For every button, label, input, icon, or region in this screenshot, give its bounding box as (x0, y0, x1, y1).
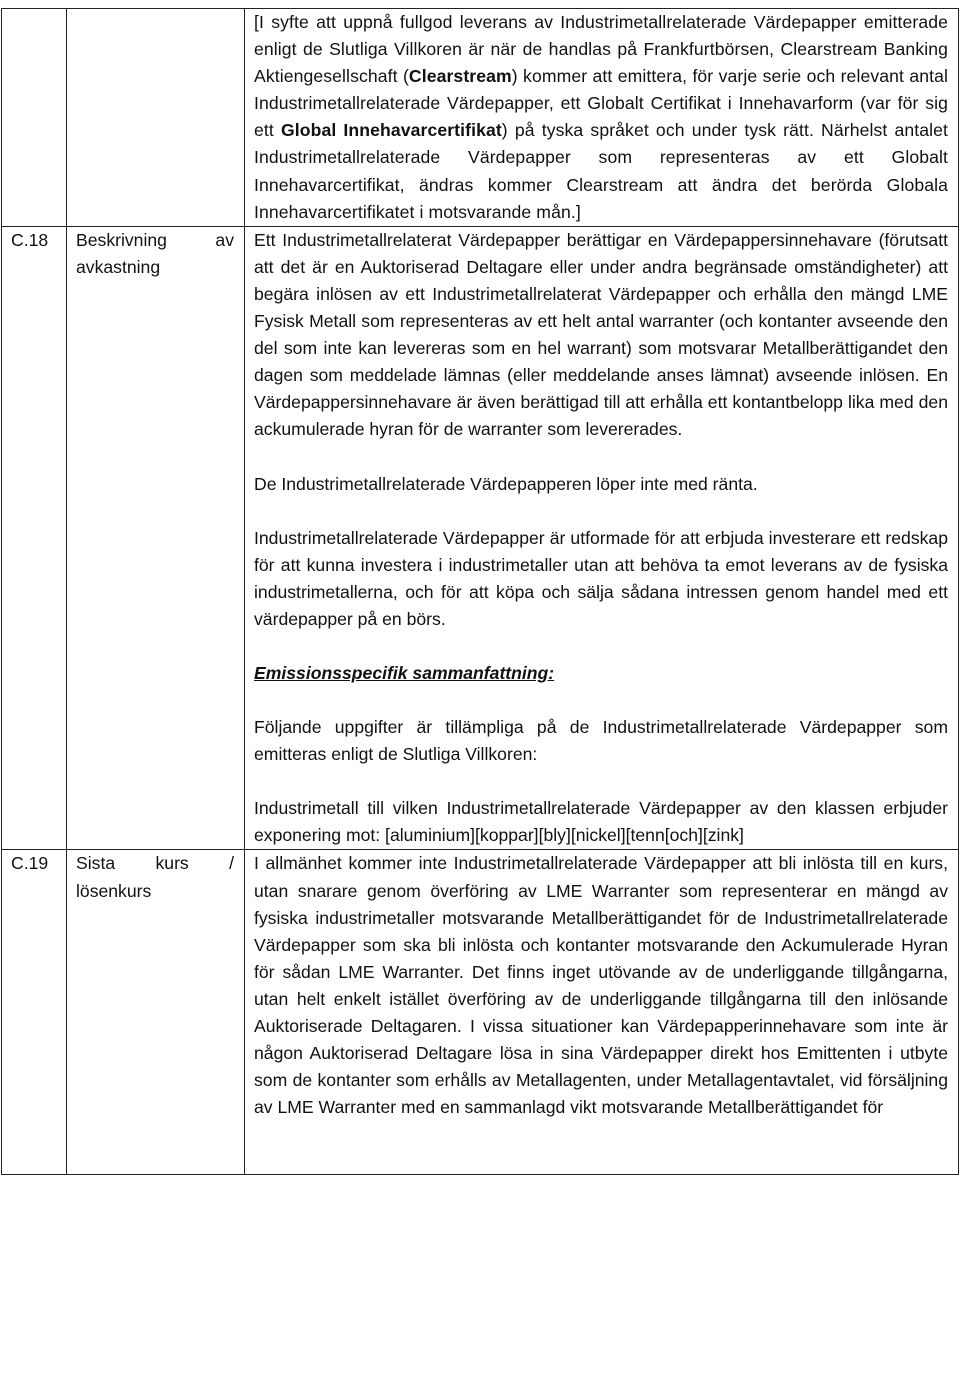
cell-content (245, 226, 959, 850)
cell-label-empty (67, 9, 245, 227)
element-label: Beskrivning av avkastning (67, 226, 245, 850)
emission-specific-heading: Emissionsspecifik sammanfattning: (254, 662, 555, 683)
metal-exposure-paragraph: Industrimetall till vilken Industrimetallrelaterade Värdepapper av den klassen erbjuder exponering mot: [aluminium][koppar][bly][nickel][tenn[och][zink] (254, 798, 948, 846)
interest-paragraph: De Industrimetallrelaterade Värdepapperen löper inte med ränta. (254, 473, 758, 494)
cell-content (245, 850, 959, 1175)
element-number: C.19 (2, 850, 67, 1175)
summary-table (1, 8, 959, 1175)
paragraph-bold-term-global-certificate: Global Innehavarcertifikat (280, 120, 502, 141)
paragraph-text-part-2: ) kommer att emittera, för varje serie och relevant antal Industrimetallrelaterade Värdepapper, ett Globalt Certifikat i Innehavarform (var för sig ett (254, 66, 948, 141)
clearstream-paragraph (254, 9, 948, 226)
final-price-paragraph: I allmänhet kommer inte Industrimetallrelaterade Värdepapper att bli inlösta till en kurs, utan snarare genom överföring av LME Warranter som representerar en mängd av fysiska industrimetaller motsvarande Metallberättigandet för de Industrimetallrelaterade Värdepapper som ska bli inlösta och kontanter motsvarande den Ackumulerade Hyran för sådan LME Warranter. Det finns inget utövande av de underliggande tillgångarna, utan helt enkelt istället överföring av de underliggande tillgångarna till den inlösande Auktoriserade Deltagaren. I vissa situationer kan Värdepapperinnehavare som inte är någon Auktoriserad Deltagare lösa in sina Värdepapper direkt hos Emittenten i utbyte som de kontanter som erhålls av Metallagenten, under Metallagentavtalet, vid försäljning av LME Warranter med en sammanlagd vikt motsvarande Metallberättigandet för (254, 853, 948, 1118)
content-clip (254, 850, 948, 1174)
table-row-c18 (2, 226, 959, 850)
table-row-continuation (2, 9, 959, 227)
table-row-c19 (2, 850, 959, 1175)
element-label: Sista kurs / lösenkurs (67, 850, 245, 1175)
applicable-info-paragraph: Följande uppgifter är tillämpliga på de Industrimetallrelaterade Värdepapper som emitteras enligt de Slutliga Villkoren: (254, 717, 948, 765)
paragraph-bold-term-clearstream: Clearstream (408, 66, 512, 87)
element-number: C.18 (2, 226, 67, 850)
cell-content (245, 9, 959, 227)
paragraph-text-part-1: [I syfte att uppnå fullgod leverans av Industrimetallrelaterade Värdepapper emitterade enligt de Slutliga Villkoren är när de handlas på Frankfurtbörsen, Clearstream Banking Aktiengesellschaft ( (254, 12, 948, 87)
return-description-paragraph: Ett Industrimetallrelaterat Värdepapper berättigar en Värdepappersinnehavare (förutsatt att det är en Auktoriserad Deltagare eller under andra begränsade omständigheter) att begära inlösen av ett Industrimetallrelaterat Värdepapper och erhålla den mängd LME Fysisk Metall som representeras av ett helt antal warranter (och kontanter avseende den del som inte kan levereras som en hel warrant) som motsvarar Metallberättigandet den dagen som meddelade lämnas (eller meddelande anses lämnat) avseende inlösen. En Värdepappersinnehavare är även berättigad till att erhålla ett kontantbelopp lika med den ackumulerade hyran för de warranter som levererades. (254, 229, 948, 440)
purpose-paragraph: Industrimetallrelaterade Värdepapper är utformade för att erbjuda investerare ett redskap för att kunna investera i industrimetaller utan att behöva ta emot leverans av de fysiska industrimetallerna, och för att köpa och sälja sådana intressen genom handel med ett värdepapper på en börs. (254, 527, 948, 629)
paragraph-text-part-3: ) på tyska språket och under tysk rätt. Närhelst antalet Industrimetallrelaterade Värdepapper som representeras av ett Globalt Innehavarcertifikat, ändras kommer Clearstream att ändra det berörda Globala Innehavarcertifikatet i motsvarande mån.] (254, 120, 948, 222)
cell-number-empty (2, 9, 67, 227)
